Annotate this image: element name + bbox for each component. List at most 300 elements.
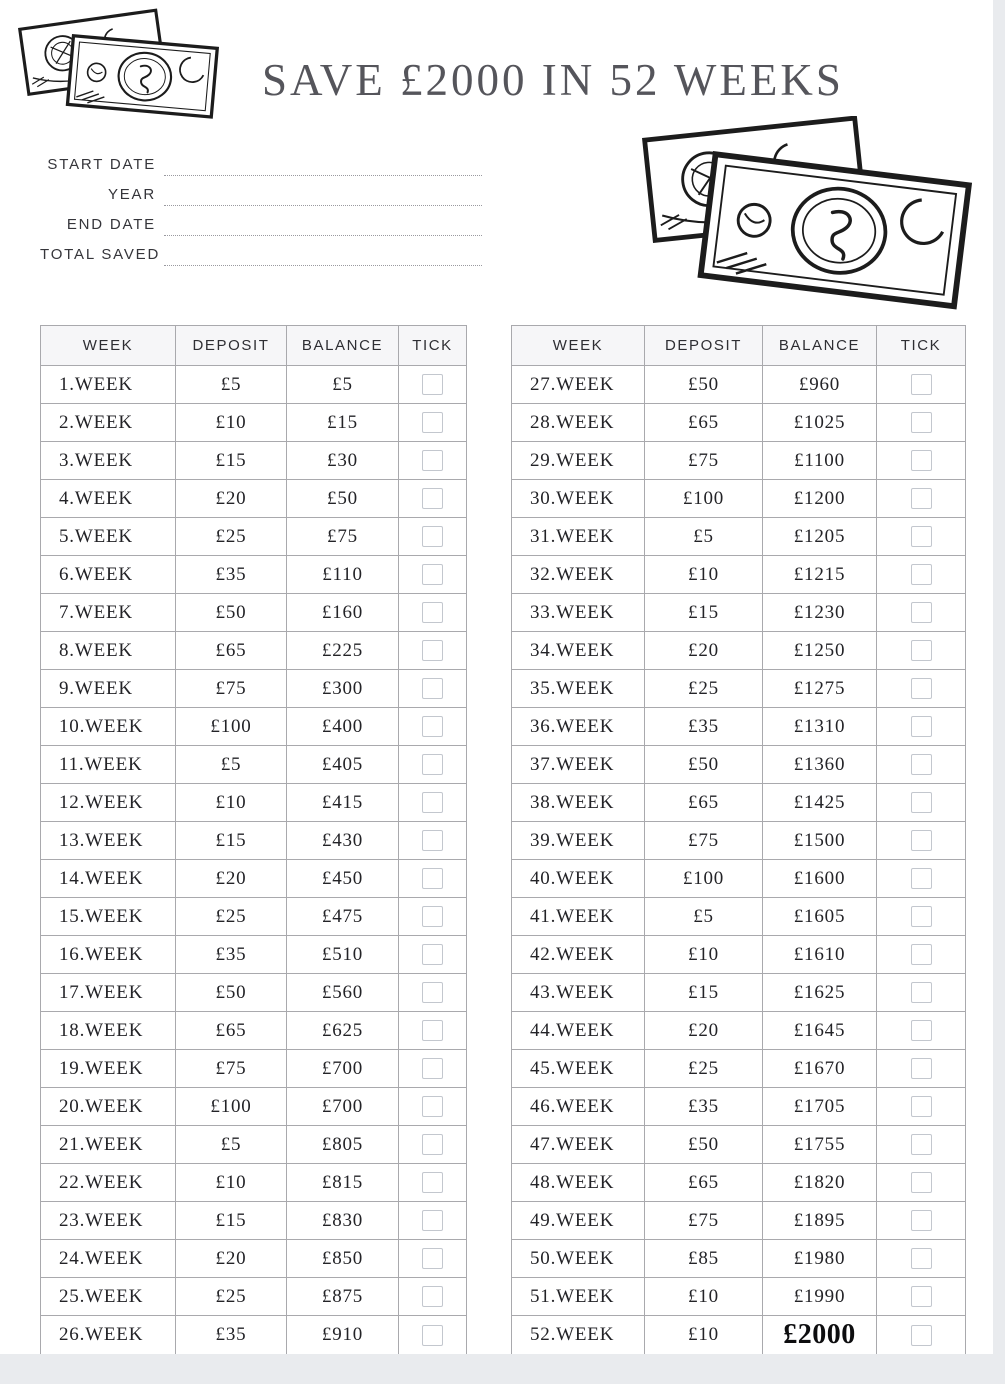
tick-cell [399,556,466,593]
deposit-cell: £20 [645,632,763,669]
banknotes-illustration-right [628,116,988,316]
week-cell: 15.WEEK [41,898,176,935]
deposit-cell: £100 [645,860,763,897]
balance-cell: £110 [287,556,399,593]
balance-cell: £430 [287,822,399,859]
tick-cell [399,1278,466,1315]
balance-cell: £850 [287,1240,399,1277]
week-cell: 18.WEEK [41,1012,176,1049]
balance-cell: £1310 [763,708,877,745]
deposit-cell: £35 [645,708,763,745]
balance-cell: £1025 [763,404,877,441]
tick-cell [399,1164,466,1201]
balance-cell: £475 [287,898,399,935]
tick-checkbox[interactable] [422,830,443,851]
tick-checkbox[interactable] [911,1286,932,1307]
week-cell: 25.WEEK [41,1278,176,1315]
tick-cell [399,442,466,479]
tick-checkbox[interactable] [911,374,932,395]
balance-cell: £1605 [763,898,877,935]
balance-cell: £1645 [763,1012,877,1049]
week-cell: 40.WEEK [512,860,645,897]
deposit-cell: £75 [645,442,763,479]
table-row [512,556,965,594]
tick-checkbox[interactable] [422,906,443,927]
tick-cell [877,1240,965,1277]
balance-cell: £815 [287,1164,399,1201]
deposit-cell: £35 [645,1088,763,1125]
tick-checkbox[interactable] [911,488,932,509]
deposit-cell: £20 [645,1012,763,1049]
table-row [41,936,466,974]
deposit-cell: £25 [645,670,763,707]
tick-checkbox[interactable] [422,1286,443,1307]
table-row [512,1316,965,1354]
balance-cell: £1275 [763,670,877,707]
tick-cell [877,518,965,555]
tick-cell [877,556,965,593]
page-edge-bottom [0,1354,1005,1384]
tick-checkbox[interactable] [422,526,443,547]
tick-checkbox[interactable] [422,450,443,471]
tick-checkbox[interactable] [422,678,443,699]
deposit-cell: £10 [645,1278,763,1315]
tick-cell [877,594,965,631]
table-row [512,1164,965,1202]
tick-checkbox[interactable] [911,1134,932,1155]
table-row [41,632,466,670]
deposit-cell: £10 [176,404,287,441]
year-label: YEAR [107,186,156,203]
balance-cell: £5 [287,366,399,403]
table-row [41,1126,466,1164]
tick-checkbox[interactable] [911,868,932,889]
table-row [41,1240,466,1278]
deposit-cell: £25 [645,1050,763,1087]
tick-cell [877,974,965,1011]
tick-checkbox[interactable] [911,450,932,471]
balance-cell: £1600 [763,860,877,897]
table-row [512,974,965,1012]
table-row [41,974,466,1012]
tick-cell [399,936,466,973]
deposit-cell: £35 [176,1316,287,1354]
tick-checkbox[interactable] [422,1096,443,1117]
table-row [512,594,965,632]
deposit-cell: £10 [176,1164,287,1201]
table-row [512,404,965,442]
tick-cell [877,632,965,669]
table-row [512,1012,965,1050]
deposit-cell: £50 [176,594,287,631]
column-header-balance: BALANCE [287,326,399,365]
table-row [41,1316,466,1354]
tick-cell [877,1164,965,1201]
balance-cell: £805 [287,1126,399,1163]
table-row [41,1202,466,1240]
balance-cell: £1625 [763,974,877,1011]
tick-cell [877,1088,965,1125]
deposit-cell: £85 [645,1240,763,1277]
column-header-deposit: DEPOSIT [645,326,763,365]
deposit-cell: £15 [176,822,287,859]
tick-cell [877,1278,965,1315]
table-row [512,860,965,898]
week-cell: 6.WEEK [41,556,176,593]
tick-checkbox[interactable] [422,1020,443,1041]
table-row [512,1126,965,1164]
balance-cell: £160 [287,594,399,631]
balance-cell: £2000 [763,1316,877,1354]
tick-cell [877,1050,965,1087]
tick-checkbox[interactable] [911,526,932,547]
tick-cell [877,404,965,441]
tick-cell [399,404,466,441]
table-row [41,708,466,746]
table-row [41,898,466,936]
tick-checkbox[interactable] [911,1325,932,1346]
tick-checkbox[interactable] [911,1172,932,1193]
tick-checkbox[interactable] [911,1058,932,1079]
tick-checkbox[interactable] [911,1248,932,1269]
week-cell: 30.WEEK [512,480,645,517]
deposit-cell: £35 [176,556,287,593]
week-cell: 45.WEEK [512,1050,645,1087]
balance-cell: £1200 [763,480,877,517]
column-header-tick: TICK [900,337,942,354]
column-header-week: WEEK [512,326,645,365]
table-row [512,1202,965,1240]
table-row [512,1050,965,1088]
tick-checkbox[interactable] [422,754,443,775]
table-row [512,784,965,822]
deposit-cell: £50 [645,366,763,403]
balance-cell: £225 [287,632,399,669]
table-row [41,404,466,442]
tick-checkbox[interactable] [422,944,443,965]
deposit-cell: £75 [176,1050,287,1087]
balance-cell: £1670 [763,1050,877,1087]
deposit-cell: £5 [176,746,287,783]
tick-checkbox[interactable] [911,1020,932,1041]
tick-cell [877,898,965,935]
week-cell: 9.WEEK [41,670,176,707]
week-cell: 52.WEEK [512,1316,645,1354]
week-cell: 33.WEEK [512,594,645,631]
table-row [512,746,965,784]
tick-checkbox[interactable] [422,792,443,813]
table-row [41,746,466,784]
tick-checkbox[interactable] [422,716,443,737]
deposit-cell: £10 [645,1316,763,1354]
tick-checkbox[interactable] [422,602,443,623]
tick-cell [399,1202,466,1239]
tick-checkbox[interactable] [911,716,932,737]
deposit-cell: £10 [645,556,763,593]
week-cell: 22.WEEK [41,1164,176,1201]
week-cell: 34.WEEK [512,632,645,669]
tick-checkbox[interactable] [422,868,443,889]
week-cell: 37.WEEK [512,746,645,783]
tick-checkbox[interactable] [911,412,932,433]
balance-cell: £560 [287,974,399,1011]
balance-cell: £1215 [763,556,877,593]
table-row [512,480,965,518]
column-header-week: WEEK [41,326,176,365]
tick-checkbox[interactable] [911,944,932,965]
deposit-cell: £65 [176,1012,287,1049]
balance-cell: £1990 [763,1278,877,1315]
balance-cell: £1820 [763,1164,877,1201]
week-cell: 21.WEEK [41,1126,176,1163]
deposit-cell: £15 [645,594,763,631]
week-cell: 16.WEEK [41,936,176,973]
week-cell: 27.WEEK [512,366,645,403]
tick-cell [877,480,965,517]
deposit-cell: £65 [645,1164,763,1201]
week-cell: 42.WEEK [512,936,645,973]
week-cell: 44.WEEK [512,1012,645,1049]
tick-checkbox[interactable] [422,412,443,433]
deposit-cell: £15 [176,1202,287,1239]
start-date-field-line[interactable] [164,152,482,176]
tick-checkbox[interactable] [911,1210,932,1231]
table-row [41,822,466,860]
tick-cell [399,1240,466,1277]
column-header-balance: BALANCE [763,326,877,365]
table-row [41,670,466,708]
balance-cell: £415 [287,784,399,821]
tick-checkbox[interactable] [422,640,443,661]
week-cell: 10.WEEK [41,708,176,745]
tick-cell [877,708,965,745]
tick-cell [877,1202,965,1239]
week-cell: 46.WEEK [512,1088,645,1125]
balance-cell: £1100 [763,442,877,479]
balance-cell: £50 [287,480,399,517]
tick-checkbox[interactable] [911,678,932,699]
tick-cell [877,822,965,859]
balance-cell: £910 [287,1316,399,1354]
end-date-field-line[interactable] [164,212,482,236]
week-cell: 4.WEEK [41,480,176,517]
week-cell: 23.WEEK [41,1202,176,1239]
deposit-cell: £20 [176,1240,287,1277]
page-title: SAVE £2000 IN 52 WEEKS [262,55,844,105]
form-row-end-date [40,206,482,236]
end-date-label: END DATE [66,216,156,233]
deposit-cell: £10 [645,936,763,973]
table-row [512,1088,965,1126]
table-row [512,366,965,404]
deposit-cell: £65 [645,784,763,821]
balance-cell: £1610 [763,936,877,973]
tick-cell [877,746,965,783]
deposit-cell: £25 [176,518,287,555]
total-saved-field-line[interactable] [164,242,482,266]
deposit-cell: £5 [645,898,763,935]
balance-cell: £625 [287,1012,399,1049]
column-header-tick: TICK [412,337,453,354]
week-cell: 31.WEEK [512,518,645,555]
week-cell: 2.WEEK [41,404,176,441]
tick-checkbox[interactable] [911,1096,932,1117]
tick-checkbox[interactable] [422,1248,443,1269]
tick-checkbox[interactable] [422,982,443,1003]
balance-cell: £1425 [763,784,877,821]
tick-cell [399,746,466,783]
tick-checkbox[interactable] [911,982,932,1003]
tick-cell [877,1126,965,1163]
table-row [512,708,965,746]
tick-checkbox[interactable] [422,564,443,585]
balance-cell: £450 [287,860,399,897]
deposit-cell: £100 [645,480,763,517]
tick-cell [399,708,466,745]
form-row-year [40,176,482,206]
table-row [41,556,466,594]
tick-cell [399,974,466,1011]
week-cell: 48.WEEK [512,1164,645,1201]
tick-checkbox[interactable] [422,1134,443,1155]
week-cell: 39.WEEK [512,822,645,859]
balance-cell: £875 [287,1278,399,1315]
tick-cell [399,784,466,821]
table-row [512,670,965,708]
table-row [512,632,965,670]
week-cell: 20.WEEK [41,1088,176,1125]
tick-cell [877,1012,965,1049]
table-row [512,1278,965,1316]
deposit-cell: £5 [645,518,763,555]
week-cell: 47.WEEK [512,1126,645,1163]
table-row [512,898,965,936]
balance-cell: £510 [287,936,399,973]
total-saved-label: TOTAL SAVED [40,246,161,263]
balance-cell: £700 [287,1050,399,1087]
deposit-cell: £100 [176,708,287,745]
week-cell: 49.WEEK [512,1202,645,1239]
tick-checkbox[interactable] [422,488,443,509]
tick-checkbox[interactable] [911,564,932,585]
banknotes-illustration-top-left [10,6,260,131]
balance-cell: £300 [287,670,399,707]
tick-checkbox[interactable] [911,602,932,623]
tick-checkbox[interactable] [422,374,443,395]
table-row [41,518,466,556]
form-row-start-date [40,146,482,176]
balance-cell: £830 [287,1202,399,1239]
week-cell: 32.WEEK [512,556,645,593]
balance-cell: £1500 [763,822,877,859]
tick-cell [399,1126,466,1163]
balance-cell: £400 [287,708,399,745]
start-date-label: START DATE [47,156,156,173]
week-cell: 5.WEEK [41,518,176,555]
week-cell: 50.WEEK [512,1240,645,1277]
week-cell: 26.WEEK [41,1316,176,1354]
year-field-line[interactable] [164,182,482,206]
page-edge-right [993,0,1005,1384]
week-cell: 51.WEEK [512,1278,645,1315]
table-row [512,442,965,480]
tick-checkbox[interactable] [422,1210,443,1231]
week-cell: 12.WEEK [41,784,176,821]
table-row [512,936,965,974]
deposit-cell: £15 [176,442,287,479]
week-cell: 1.WEEK [41,366,176,403]
week-cell: 29.WEEK [512,442,645,479]
tick-cell [399,670,466,707]
tick-cell [399,898,466,935]
table-row [41,594,466,632]
deposit-cell: £5 [176,366,287,403]
balance-cell: £1205 [763,518,877,555]
deposit-cell: £75 [645,1202,763,1239]
balance-cell: £30 [287,442,399,479]
tick-checkbox[interactable] [422,1058,443,1079]
table-row [41,1088,466,1126]
week-cell: 17.WEEK [41,974,176,1011]
deposit-cell: £75 [176,670,287,707]
deposit-cell: £10 [176,784,287,821]
balance-cell: £75 [287,518,399,555]
deposit-cell: £20 [176,480,287,517]
tick-checkbox[interactable] [422,1325,443,1346]
tick-cell [399,860,466,897]
balance-cell: £1705 [763,1088,877,1125]
tick-cell [877,860,965,897]
tick-cell [399,1050,466,1087]
week-cell: 24.WEEK [41,1240,176,1277]
tick-checkbox[interactable] [911,906,932,927]
balance-cell: £1360 [763,746,877,783]
tick-cell [399,1316,466,1354]
deposit-cell: £65 [176,632,287,669]
tick-cell [877,784,965,821]
balance-cell: £960 [763,366,877,403]
balance-cell: £700 [287,1088,399,1125]
tick-checkbox[interactable] [422,1172,443,1193]
table-row [512,822,965,860]
deposit-cell: £25 [176,1278,287,1315]
table-header-row [41,326,466,366]
table-header-row [512,326,965,366]
tick-cell [877,442,965,479]
tick-cell [399,366,466,403]
tick-cell [399,518,466,555]
tick-cell [399,1012,466,1049]
table-row [512,518,965,556]
balance-cell: £15 [287,404,399,441]
form-row-total-saved [40,236,482,266]
table-row [41,1050,466,1088]
week-cell: 8.WEEK [41,632,176,669]
tick-checkbox[interactable] [911,830,932,851]
tick-checkbox[interactable] [911,754,932,775]
deposit-cell: £50 [645,1126,763,1163]
tick-cell [877,366,965,403]
tick-checkbox[interactable] [911,792,932,813]
week-cell: 7.WEEK [41,594,176,631]
week-cell: 19.WEEK [41,1050,176,1087]
balance-cell: £1755 [763,1126,877,1163]
week-cell: 28.WEEK [512,404,645,441]
header-form [40,146,482,266]
tick-checkbox[interactable] [911,640,932,661]
tick-cell [399,594,466,631]
table-row [41,1278,466,1316]
